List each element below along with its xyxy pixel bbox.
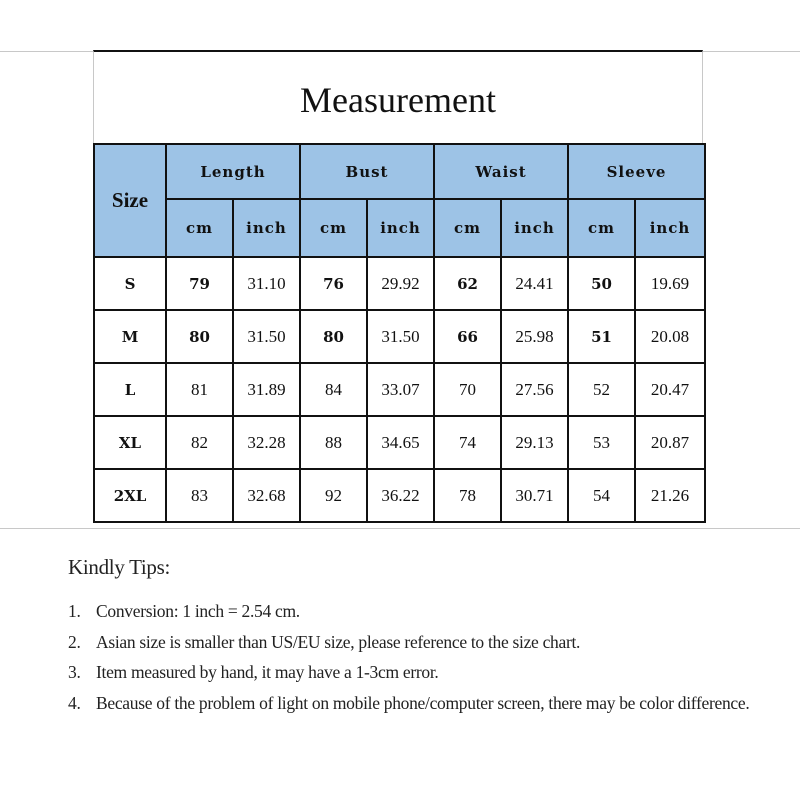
group-header-length: Length <box>166 144 300 199</box>
table-cell: 54 <box>568 469 635 522</box>
table-cell: 31.50 <box>233 310 300 363</box>
table-cell: 36.22 <box>367 469 434 522</box>
table-cell: 83 <box>166 469 233 522</box>
table-cell: 66 <box>434 310 501 363</box>
size-label: L <box>94 363 166 416</box>
table-cell: 31.10 <box>233 257 300 310</box>
tip-text: Item measured by hand, it may have a 1-3cm error. <box>96 662 439 682</box>
table-row <box>94 416 705 469</box>
table-cell: 20.47 <box>635 363 705 416</box>
table-cell: 31.50 <box>367 310 434 363</box>
tip-item <box>68 596 768 627</box>
table-cell: 29.13 <box>501 416 568 469</box>
table-cell: 81 <box>166 363 233 416</box>
table-cell: 20.87 <box>635 416 705 469</box>
table-cell: 51 <box>568 310 635 363</box>
unit-header: inch <box>501 199 568 257</box>
table-cell: 62 <box>434 257 501 310</box>
table-cell: 76 <box>300 257 367 310</box>
table-cell: 24.41 <box>501 257 568 310</box>
size-label: S <box>94 257 166 310</box>
tip-number: 1. <box>68 601 81 621</box>
table-cell: 31.89 <box>233 363 300 416</box>
table-cell: 92 <box>300 469 367 522</box>
table-row <box>94 310 705 363</box>
table-cell: 50 <box>568 257 635 310</box>
tips-title: Kindly Tips: <box>68 555 171 579</box>
table-cell: 33.07 <box>367 363 434 416</box>
table-cell: 82 <box>166 416 233 469</box>
table-cell: 88 <box>300 416 367 469</box>
size-chart-table <box>93 143 706 523</box>
unit-header: cm <box>434 199 501 257</box>
table-cell: 34.65 <box>367 416 434 469</box>
tip-number: 3. <box>68 662 81 682</box>
table-row <box>94 469 705 522</box>
group-header-waist: Waist <box>434 144 568 199</box>
table-cell: 80 <box>166 310 233 363</box>
kindly-tips <box>68 555 768 718</box>
tip-item <box>68 627 768 658</box>
tip-item <box>68 688 768 719</box>
table-cell: 20.08 <box>635 310 705 363</box>
size-label: XL <box>94 416 166 469</box>
unit-header: cm <box>568 199 635 257</box>
table-cell: 70 <box>434 363 501 416</box>
table-cell: 84 <box>300 363 367 416</box>
unit-header: inch <box>233 199 300 257</box>
title-box <box>93 50 703 143</box>
table-row <box>94 257 705 310</box>
tip-number: 2. <box>68 631 81 652</box>
size-column-header: Size <box>94 144 166 257</box>
table-cell: 32.68 <box>233 469 300 522</box>
tip-item <box>68 657 768 688</box>
table-cell: 78 <box>434 469 501 522</box>
table-row <box>94 363 705 416</box>
table-cell: 74 <box>434 416 501 469</box>
unit-header: inch <box>367 199 434 257</box>
table-cell: 19.69 <box>635 257 705 310</box>
tip-text: Because of the problem of light on mobile phone/computer screen, there may be color difference. <box>96 692 750 713</box>
tips-list <box>68 596 768 718</box>
table-cell: 53 <box>568 416 635 469</box>
table-cell: 32.28 <box>233 416 300 469</box>
group-header-bust: Bust <box>300 144 434 199</box>
table-cell: 25.98 <box>501 310 568 363</box>
page-title: Measurement <box>300 79 496 120</box>
tip-number: 4. <box>68 692 81 713</box>
unit-header: inch <box>635 199 705 257</box>
bottom-rule <box>0 528 800 529</box>
unit-header: cm <box>166 199 233 257</box>
unit-header: cm <box>300 199 367 257</box>
table-cell: 80 <box>300 310 367 363</box>
size-label: 2XL <box>94 469 166 522</box>
table-cell: 52 <box>568 363 635 416</box>
table-cell: 21.26 <box>635 469 705 522</box>
table-cell: 79 <box>166 257 233 310</box>
table-cell: 27.56 <box>501 363 568 416</box>
size-label: M <box>94 310 166 363</box>
tip-text: Conversion: 1 inch = 2.54 cm. <box>96 601 300 621</box>
group-header-sleeve: Sleeve <box>568 144 705 199</box>
table-cell: 30.71 <box>501 469 568 522</box>
tip-text: Asian size is smaller than US/EU size, please reference to the size chart. <box>96 631 581 652</box>
table-cell: 29.92 <box>367 257 434 310</box>
